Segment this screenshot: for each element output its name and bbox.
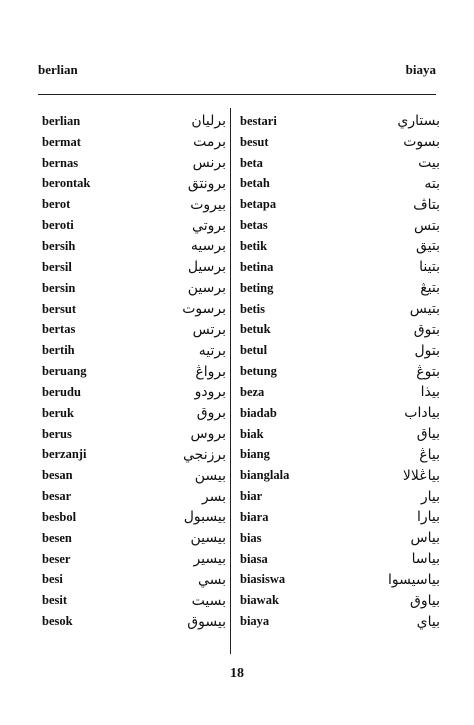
- entry-jawi-word: برزنجي: [183, 446, 226, 463]
- entry-latin-word: betis: [240, 301, 265, 316]
- dictionary-entry: [42, 465, 226, 486]
- entry-latin-word: bias: [240, 530, 262, 545]
- dictionary-entry: [240, 424, 440, 445]
- dictionary-entry: [240, 590, 440, 611]
- entry-jawi-word: بتيق: [415, 238, 440, 255]
- entry-jawi-word: برسين: [187, 280, 226, 297]
- dictionary-entry: [42, 111, 226, 132]
- entry-jawi-word: بيارا: [416, 509, 440, 526]
- entry-jawi-word: بتوڠ: [416, 363, 440, 380]
- entry-jawi-word: بروس: [190, 426, 226, 443]
- dictionary-entry: [42, 570, 226, 591]
- entry-jawi-word: بيروت: [190, 196, 226, 213]
- entry-jawi-word: برليان: [191, 113, 226, 130]
- entry-jawi-word: برنس: [192, 155, 226, 172]
- entry-latin-word: besar: [42, 489, 72, 504]
- dictionary-entry: [240, 174, 440, 195]
- entry-jawi-word: بيت: [418, 155, 440, 172]
- entry-latin-word: besok: [42, 614, 73, 629]
- entry-latin-word: bersin: [42, 280, 76, 295]
- dictionary-entry: [240, 111, 440, 132]
- dictionary-entry: [240, 215, 440, 236]
- dictionary-entry: [42, 486, 226, 507]
- entry-latin-word: besit: [42, 593, 67, 608]
- entry-latin-word: berlian: [42, 113, 81, 128]
- dictionary-entry: [42, 382, 226, 403]
- entry-latin-word: beta: [240, 155, 263, 170]
- entry-jawi-word: برودو: [194, 384, 226, 401]
- dictionary-entry: [240, 132, 440, 153]
- dictionary-entry: [42, 153, 226, 174]
- entry-jawi-word: بتيڠ: [420, 280, 440, 297]
- left-entry-column: [42, 111, 226, 632]
- entry-latin-word: betung: [240, 364, 277, 379]
- entry-latin-word: besbol: [42, 509, 77, 524]
- entry-latin-word: beruk: [42, 405, 74, 420]
- dictionary-entry: [42, 507, 226, 528]
- entry-latin-word: betuk: [240, 322, 271, 337]
- dictionary-entry: [240, 278, 440, 299]
- entry-latin-word: beza: [240, 384, 265, 399]
- entry-latin-word: bermat: [42, 134, 81, 149]
- entry-latin-word: berzanji: [42, 447, 87, 462]
- dictionary-entry: [42, 361, 226, 382]
- dictionary-entry: [42, 319, 226, 340]
- entry-jawi-word: بروتي: [192, 217, 226, 234]
- dictionary-entry: [42, 549, 226, 570]
- dictionary-entry: [42, 236, 226, 257]
- entry-latin-word: betas: [240, 218, 268, 233]
- entry-latin-word: bianglala: [240, 468, 290, 483]
- entry-jawi-word: بتول: [414, 342, 440, 359]
- entry-jawi-word: بياسا: [411, 551, 440, 568]
- header-rule: [38, 94, 436, 95]
- dictionary-entry: [42, 340, 226, 361]
- entry-latin-word: biar: [240, 489, 263, 504]
- dictionary-entry: [240, 299, 440, 320]
- dictionary-entry: [240, 611, 440, 632]
- running-head-left: berlian: [38, 62, 78, 77]
- entry-latin-word: besen: [42, 530, 72, 545]
- dictionary-entry: [240, 528, 440, 549]
- entry-jawi-word: بيذا: [420, 384, 440, 401]
- dictionary-entry: [42, 403, 226, 424]
- entry-jawi-word: بسي: [197, 571, 226, 588]
- entry-jawi-word: بياق: [416, 426, 440, 443]
- entry-latin-word: beroti: [42, 218, 74, 233]
- dictionary-entry: [240, 257, 440, 278]
- running-head-right: biaya: [405, 62, 436, 77]
- entry-latin-word: betina: [240, 259, 274, 274]
- entry-jawi-word: بته: [424, 175, 440, 192]
- dictionary-entry: [240, 445, 440, 466]
- entry-latin-word: besi: [42, 572, 63, 587]
- entry-jawi-word: برسيل: [187, 259, 226, 276]
- entry-latin-word: berontak: [42, 176, 91, 191]
- entry-jawi-word: بسوت: [403, 134, 440, 151]
- entry-latin-word: betik: [240, 238, 268, 253]
- entry-jawi-word: برتيه: [198, 342, 226, 359]
- entry-jawi-word: بيسير: [193, 551, 226, 568]
- entry-latin-word: bersih: [42, 238, 76, 253]
- entry-jawi-word: بيسبول: [183, 509, 226, 526]
- entry-jawi-word: بروق: [196, 405, 226, 422]
- entry-latin-word: biawak: [240, 593, 279, 608]
- entry-jawi-word: بسيت: [191, 592, 226, 609]
- entry-latin-word: betah: [240, 176, 270, 191]
- dictionary-entry: [42, 445, 226, 466]
- entry-jawi-word: بياي: [416, 613, 440, 630]
- dictionary-entry: [240, 570, 440, 591]
- dictionary-entry: [42, 215, 226, 236]
- entry-jawi-word: برواڠ: [195, 363, 226, 380]
- dictionary-entry: [42, 424, 226, 445]
- entry-jawi-word: بيسين: [190, 530, 226, 547]
- entry-latin-word: bestari: [240, 113, 277, 128]
- entry-latin-word: bertas: [42, 322, 76, 337]
- entry-latin-word: beting: [240, 280, 274, 295]
- entry-jawi-word: بستاري: [397, 113, 440, 130]
- entry-latin-word: betapa: [240, 197, 277, 212]
- dictionary-entry: [42, 299, 226, 320]
- dictionary-entry: [240, 236, 440, 257]
- entry-latin-word: besan: [42, 468, 73, 483]
- entry-jawi-word: برمت: [193, 134, 226, 151]
- column-divider: [230, 108, 231, 654]
- dictionary-entry: [240, 382, 440, 403]
- dictionary-entry: [240, 486, 440, 507]
- dictionary-entry: [240, 153, 440, 174]
- dictionary-entry: [42, 278, 226, 299]
- dictionary-entry: [240, 194, 440, 215]
- entry-latin-word: berus: [42, 426, 72, 441]
- page-number: 18: [230, 666, 244, 681]
- dictionary-entry: [42, 590, 226, 611]
- entry-latin-word: beruang: [42, 364, 87, 379]
- dictionary-entry: [240, 319, 440, 340]
- entry-latin-word: bernas: [42, 155, 79, 170]
- right-entry-column: [240, 111, 440, 632]
- entry-latin-word: berudu: [42, 384, 81, 399]
- entry-latin-word: bersut: [42, 301, 77, 316]
- entry-jawi-word: بتاڤ: [413, 196, 440, 213]
- entry-latin-word: biasa: [240, 551, 268, 566]
- dictionary-entry: [240, 361, 440, 382]
- entry-jawi-word: بياڠلالا: [402, 467, 440, 484]
- dictionary-entry: [240, 507, 440, 528]
- entry-jawi-word: برسيه: [190, 238, 226, 255]
- entry-jawi-word: برسوت: [182, 301, 226, 318]
- entry-latin-word: biaya: [240, 614, 270, 629]
- dictionary-entry: [42, 174, 226, 195]
- dictionary-entry: [42, 257, 226, 278]
- entry-latin-word: beser: [42, 551, 71, 566]
- entry-jawi-word: بياس: [410, 530, 440, 547]
- entry-jawi-word: بياڠ: [419, 446, 440, 463]
- entry-jawi-word: بتيس: [409, 301, 440, 318]
- entry-latin-word: berot: [42, 197, 71, 212]
- entry-latin-word: biak: [240, 426, 264, 441]
- entry-latin-word: bersil: [42, 259, 72, 274]
- entry-jawi-word: برونتق: [187, 175, 226, 192]
- dictionary-entry: [42, 132, 226, 153]
- entry-jawi-word: بتوق: [413, 321, 440, 338]
- entry-latin-word: biara: [240, 509, 269, 524]
- dictionary-entry: [240, 403, 440, 424]
- entry-latin-word: biadab: [240, 405, 277, 420]
- entry-jawi-word: بياداب: [404, 405, 440, 422]
- entry-jawi-word: بتينا: [419, 259, 440, 276]
- entry-jawi-word: بياوق: [409, 592, 440, 609]
- entry-latin-word: betul: [240, 343, 268, 358]
- entry-latin-word: besut: [240, 134, 269, 149]
- dictionary-entry: [240, 549, 440, 570]
- dictionary-entry: [240, 340, 440, 361]
- entry-latin-word: bertih: [42, 343, 75, 358]
- entry-jawi-word: بسر: [201, 488, 226, 505]
- entry-jawi-word: بياسيسوا: [388, 571, 440, 588]
- entry-jawi-word: برتس: [192, 321, 226, 338]
- entry-jawi-word: بيسن: [194, 467, 226, 484]
- dictionary-entry: [240, 465, 440, 486]
- dictionary-entry: [42, 611, 226, 632]
- entry-jawi-word: بيسوق: [187, 613, 226, 630]
- entry-latin-word: biang: [240, 447, 270, 462]
- entry-latin-word: biasiswa: [240, 572, 286, 587]
- entry-jawi-word: بتس: [414, 217, 440, 234]
- dictionary-entry: [42, 194, 226, 215]
- dictionary-entry: [42, 528, 226, 549]
- entry-jawi-word: بيار: [420, 488, 440, 505]
